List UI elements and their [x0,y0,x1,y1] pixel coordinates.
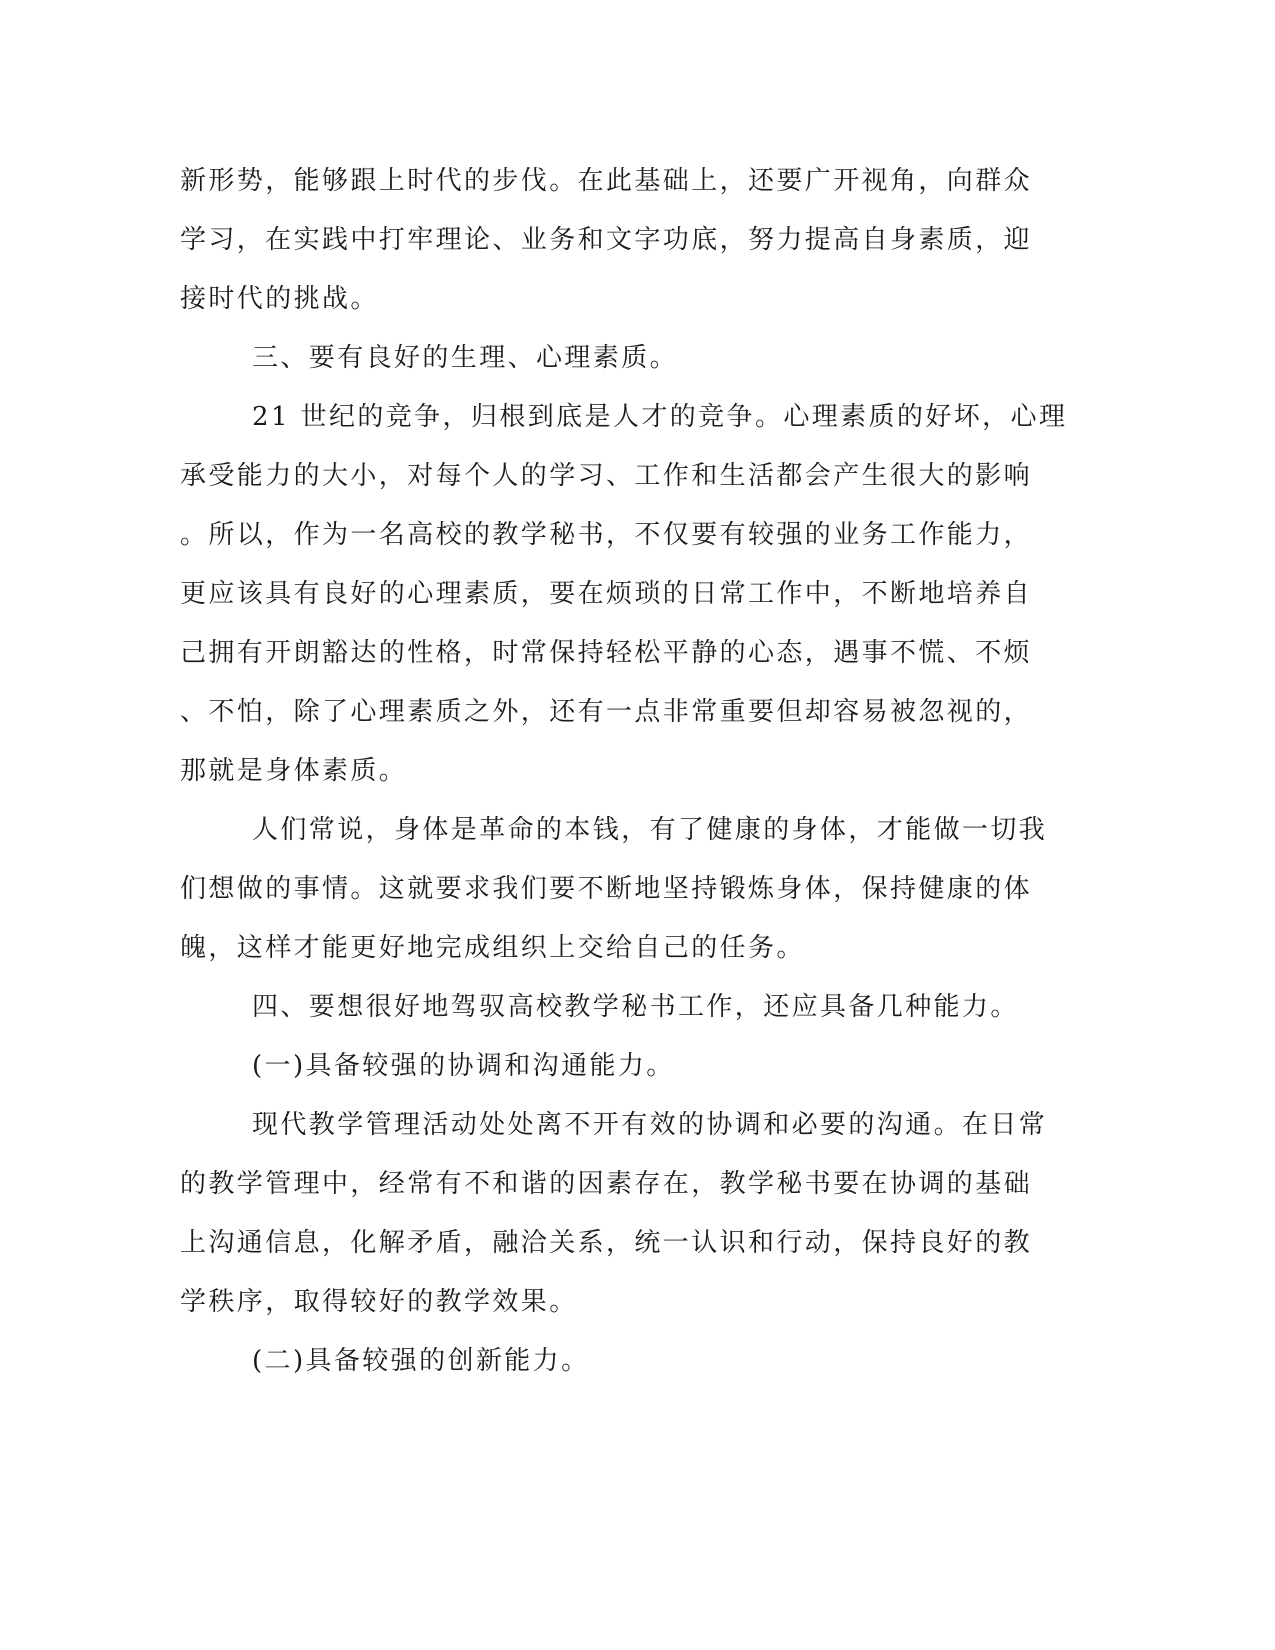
text-line: 们想做的事情。这就要求我们要不断地坚持锻炼身体，保持健康的体 [180,874,1033,904]
section-heading: 四、要想很好地驾驭高校教学秘书工作，还应具备几种能力。 [252,992,1019,1022]
text-line: 己拥有开朗豁达的性格，时常保持轻松平静的心态，遇事不慌、不烦 [180,638,1033,668]
text-line: 。所以，作为一名高校的教学秘书，不仅要有较强的业务工作能力， [180,520,1033,550]
text-line: 更应该具有良好的心理素质，要在烦琐的日常工作中，不断地培养自 [180,579,1033,609]
text-line: 21 世纪的竞争，归根到底是人才的竞争。心理素质的好坏，心理 [252,402,1068,432]
text-line: 学秩序，取得较好的教学效果。 [180,1287,578,1317]
text-line: 承受能力的大小，对每个人的学习、工作和生活都会产生很大的影响 [180,461,1033,491]
subsection-heading: (一)具备较强的协调和沟通能力。 [252,1051,675,1081]
text-line: 上沟通信息，化解矛盾，融洽关系，统一认识和行动，保持良好的教 [180,1228,1033,1258]
text-line: 现代教学管理活动处处离不开有效的协调和必要的沟通。在日常 [252,1110,1048,1140]
text-line: 人们常说，身体是革命的本钱，有了健康的身体，才能做一切我 [252,815,1048,845]
text-line: 接时代的挑战。 [180,284,379,314]
text-line: 那就是身体素质。 [180,756,408,786]
text-line: 、不怕，除了心理素质之外，还有一点非常重要但却容易被忽视的， [180,697,1033,727]
text-line: 学习，在实践中打牢理论、业务和文字功底，努力提高自身素质，迎 [180,225,1033,255]
text-line: 魄，这样才能更好地完成组织上交给自己的任务。 [180,933,805,963]
text-line: 新形势，能够跟上时代的步伐。在此基础上，还要广开视角，向群众 [180,166,1033,196]
subsection-heading: (二)具备较强的创新能力。 [252,1346,590,1376]
section-heading: 三、要有良好的生理、心理素质。 [252,343,679,373]
text-line: 的教学管理中，经常有不和谐的因素存在，教学秘书要在协调的基础 [180,1169,1033,1199]
